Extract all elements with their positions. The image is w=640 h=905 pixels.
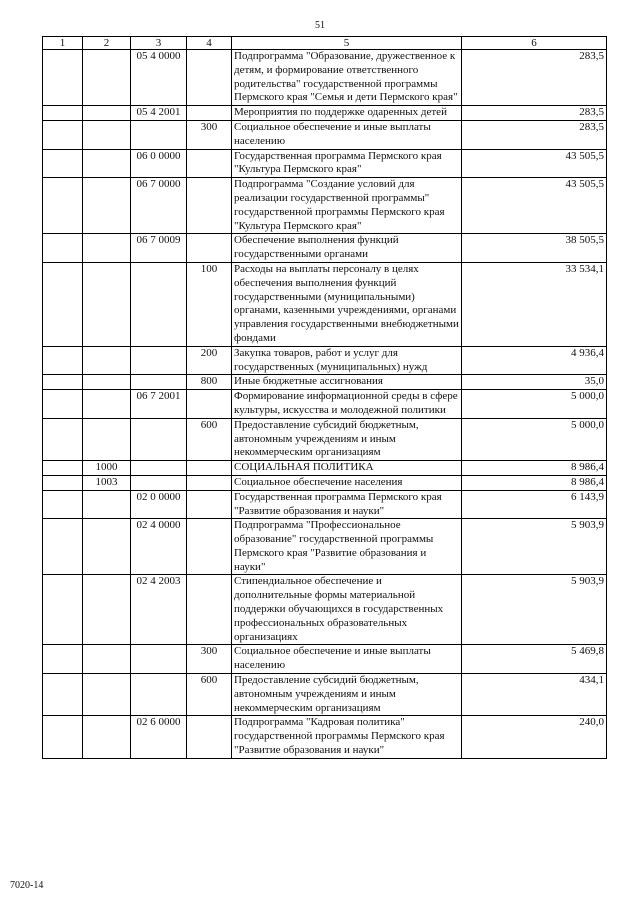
cell-description: Подпрограмма "Образование, дружественное к детям, и формирование ответственного родительства" государственной программы Пермского края "Семья и дети Пермского края" bbox=[232, 50, 462, 106]
cell-section-code bbox=[131, 475, 187, 490]
cell-section-code bbox=[131, 262, 187, 346]
cell-amount: 6 143,9 bbox=[462, 490, 607, 519]
table-row bbox=[43, 375, 607, 390]
cell-description: Государственная программа Пермского края "Культура Пермского края" bbox=[232, 149, 462, 178]
cell-section-code: 02 0 0000 bbox=[131, 490, 187, 519]
cell-col-2 bbox=[83, 390, 131, 419]
cell-amount: 434,1 bbox=[462, 674, 607, 716]
table-row bbox=[43, 120, 607, 149]
cell-description: Социальное обеспечение и иные выплаты населению bbox=[232, 645, 462, 674]
cell-expense-type: 100 bbox=[187, 262, 232, 346]
cell-amount: 283,5 bbox=[462, 50, 607, 106]
cell-col-2 bbox=[83, 234, 131, 263]
cell-section-code: 02 6 0000 bbox=[131, 716, 187, 758]
cell-col-2: 1003 bbox=[83, 475, 131, 490]
cell-col-2 bbox=[83, 50, 131, 106]
cell-expense-type: 600 bbox=[187, 674, 232, 716]
table-row bbox=[43, 490, 607, 519]
cell-amount: 240,0 bbox=[462, 716, 607, 758]
cell-expense-type: 200 bbox=[187, 346, 232, 375]
cell-col-1 bbox=[43, 674, 83, 716]
cell-description: СОЦИАЛЬНАЯ ПОЛИТИКА bbox=[232, 461, 462, 476]
cell-col-1 bbox=[43, 645, 83, 674]
cell-col-2 bbox=[83, 106, 131, 121]
cell-col-1 bbox=[43, 120, 83, 149]
header-col-1: 1 bbox=[43, 37, 83, 50]
cell-expense-type bbox=[187, 390, 232, 419]
cell-section-code: 06 7 0009 bbox=[131, 234, 187, 263]
cell-col-2 bbox=[83, 262, 131, 346]
cell-col-1 bbox=[43, 519, 83, 575]
cell-section-code: 05 4 2001 bbox=[131, 106, 187, 121]
cell-description: Подпрограмма "Создание условий для реализации государственной программы" государственной программы Пермского края "Культура Пермского края" bbox=[232, 178, 462, 234]
cell-description: Социальное обеспечение и иные выплаты населению bbox=[232, 120, 462, 149]
cell-amount: 8 986,4 bbox=[462, 475, 607, 490]
cell-col-2 bbox=[83, 519, 131, 575]
cell-expense-type bbox=[187, 475, 232, 490]
cell-expense-type: 600 bbox=[187, 418, 232, 460]
cell-amount: 8 986,4 bbox=[462, 461, 607, 476]
cell-col-2 bbox=[83, 490, 131, 519]
table-row bbox=[43, 390, 607, 419]
table-row bbox=[43, 106, 607, 121]
cell-col-1 bbox=[43, 178, 83, 234]
cell-col-1 bbox=[43, 575, 83, 645]
cell-amount: 5 469,8 bbox=[462, 645, 607, 674]
cell-amount: 33 534,1 bbox=[462, 262, 607, 346]
table-row bbox=[43, 475, 607, 490]
cell-amount: 43 505,5 bbox=[462, 149, 607, 178]
cell-amount: 43 505,5 bbox=[462, 178, 607, 234]
cell-section-code bbox=[131, 375, 187, 390]
cell-expense-type bbox=[187, 519, 232, 575]
cell-section-code bbox=[131, 346, 187, 375]
cell-col-1 bbox=[43, 490, 83, 519]
cell-expense-type: 800 bbox=[187, 375, 232, 390]
cell-col-2 bbox=[83, 716, 131, 758]
cell-expense-type bbox=[187, 149, 232, 178]
table-row bbox=[43, 262, 607, 346]
cell-section-code bbox=[131, 674, 187, 716]
cell-expense-type bbox=[187, 106, 232, 121]
cell-description: Обеспечение выполнения функций государственными органами bbox=[232, 234, 462, 263]
cell-expense-type bbox=[187, 461, 232, 476]
cell-section-code bbox=[131, 120, 187, 149]
cell-description: Формирование информационной среды в сфере культуры, искусства и молодежной политики bbox=[232, 390, 462, 419]
cell-amount: 5 000,0 bbox=[462, 390, 607, 419]
cell-description: Подпрограмма "Профессиональное образование" государственной программы Пермского края "Развитие образования и науки" bbox=[232, 519, 462, 575]
cell-col-2 bbox=[83, 575, 131, 645]
cell-col-2 bbox=[83, 346, 131, 375]
cell-col-1 bbox=[43, 149, 83, 178]
cell-col-1 bbox=[43, 106, 83, 121]
table-row bbox=[43, 716, 607, 758]
cell-col-1 bbox=[43, 475, 83, 490]
cell-description: Закупка товаров, работ и услуг для государственных (муниципальных) нужд bbox=[232, 346, 462, 375]
cell-amount: 5 903,9 bbox=[462, 575, 607, 645]
table-row bbox=[43, 519, 607, 575]
cell-description: Стипендиальное обеспечение и дополнительные формы материальной поддержки обучающихся в государственных профессиональных образовательных организациях bbox=[232, 575, 462, 645]
budget-table bbox=[42, 36, 607, 759]
table-row bbox=[43, 674, 607, 716]
header-row bbox=[43, 37, 607, 50]
table-row bbox=[43, 418, 607, 460]
cell-description: Подпрограмма "Кадровая политика" государственной программы Пермского края "Развитие образования и науки" bbox=[232, 716, 462, 758]
cell-description: Иные бюджетные ассигнования bbox=[232, 375, 462, 390]
cell-section-code bbox=[131, 418, 187, 460]
cell-expense-type bbox=[187, 575, 232, 645]
cell-col-1 bbox=[43, 375, 83, 390]
cell-col-1 bbox=[43, 50, 83, 106]
cell-expense-type bbox=[187, 178, 232, 234]
table-row bbox=[43, 575, 607, 645]
cell-description: Предоставление субсидий бюджетным, автономным учреждениям и иным некоммерческим организациям bbox=[232, 674, 462, 716]
cell-col-2 bbox=[83, 418, 131, 460]
document-code: 7020-14 bbox=[10, 880, 44, 891]
cell-description: Социальное обеспечение населения bbox=[232, 475, 462, 490]
cell-expense-type bbox=[187, 50, 232, 106]
table-row bbox=[43, 645, 607, 674]
cell-amount: 5 903,9 bbox=[462, 519, 607, 575]
cell-section-code: 02 4 0000 bbox=[131, 519, 187, 575]
page-number: 51 bbox=[315, 20, 325, 31]
cell-col-1 bbox=[43, 346, 83, 375]
table-row bbox=[43, 149, 607, 178]
cell-amount: 5 000,0 bbox=[462, 418, 607, 460]
cell-col-2 bbox=[83, 645, 131, 674]
cell-section-code: 06 0 0000 bbox=[131, 149, 187, 178]
cell-col-1 bbox=[43, 234, 83, 263]
cell-amount: 283,5 bbox=[462, 120, 607, 149]
cell-col-1 bbox=[43, 461, 83, 476]
cell-col-1 bbox=[43, 716, 83, 758]
header-col-4: 4 bbox=[187, 37, 232, 50]
cell-col-1 bbox=[43, 418, 83, 460]
cell-section-code bbox=[131, 461, 187, 476]
cell-col-2 bbox=[83, 178, 131, 234]
cell-expense-type bbox=[187, 234, 232, 263]
cell-col-2 bbox=[83, 375, 131, 390]
cell-col-1 bbox=[43, 262, 83, 346]
cell-amount: 35,0 bbox=[462, 375, 607, 390]
table-row bbox=[43, 346, 607, 375]
header-col-5: 5 bbox=[232, 37, 462, 50]
cell-expense-type: 300 bbox=[187, 120, 232, 149]
cell-section-code: 05 4 0000 bbox=[131, 50, 187, 106]
cell-expense-type bbox=[187, 716, 232, 758]
cell-section-code: 06 7 2001 bbox=[131, 390, 187, 419]
cell-section-code: 02 4 2003 bbox=[131, 575, 187, 645]
cell-col-2 bbox=[83, 120, 131, 149]
cell-col-2 bbox=[83, 674, 131, 716]
header-col-6: 6 bbox=[462, 37, 607, 50]
cell-col-2: 1000 bbox=[83, 461, 131, 476]
table-row bbox=[43, 461, 607, 476]
table-row bbox=[43, 50, 607, 106]
table-row bbox=[43, 178, 607, 234]
header-col-3: 3 bbox=[131, 37, 187, 50]
cell-description: Государственная программа Пермского края "Развитие образования и науки" bbox=[232, 490, 462, 519]
cell-description: Мероприятия по поддержке одаренных детей bbox=[232, 106, 462, 121]
table-row bbox=[43, 234, 607, 263]
cell-amount: 283,5 bbox=[462, 106, 607, 121]
cell-section-code: 06 7 0000 bbox=[131, 178, 187, 234]
cell-col-1 bbox=[43, 390, 83, 419]
cell-description: Предоставление субсидий бюджетным, автономным учреждениям и иным некоммерческим организациям bbox=[232, 418, 462, 460]
cell-col-2 bbox=[83, 149, 131, 178]
cell-amount: 38 505,5 bbox=[462, 234, 607, 263]
cell-description: Расходы на выплаты персоналу в целях обеспечения выполнения функций государственными (муниципальными) органами, казенными учреждениями, органами управления государственными внебюджетными фондами bbox=[232, 262, 462, 346]
cell-expense-type bbox=[187, 490, 232, 519]
cell-expense-type: 300 bbox=[187, 645, 232, 674]
cell-amount: 4 936,4 bbox=[462, 346, 607, 375]
header-col-2: 2 bbox=[83, 37, 131, 50]
cell-section-code bbox=[131, 645, 187, 674]
